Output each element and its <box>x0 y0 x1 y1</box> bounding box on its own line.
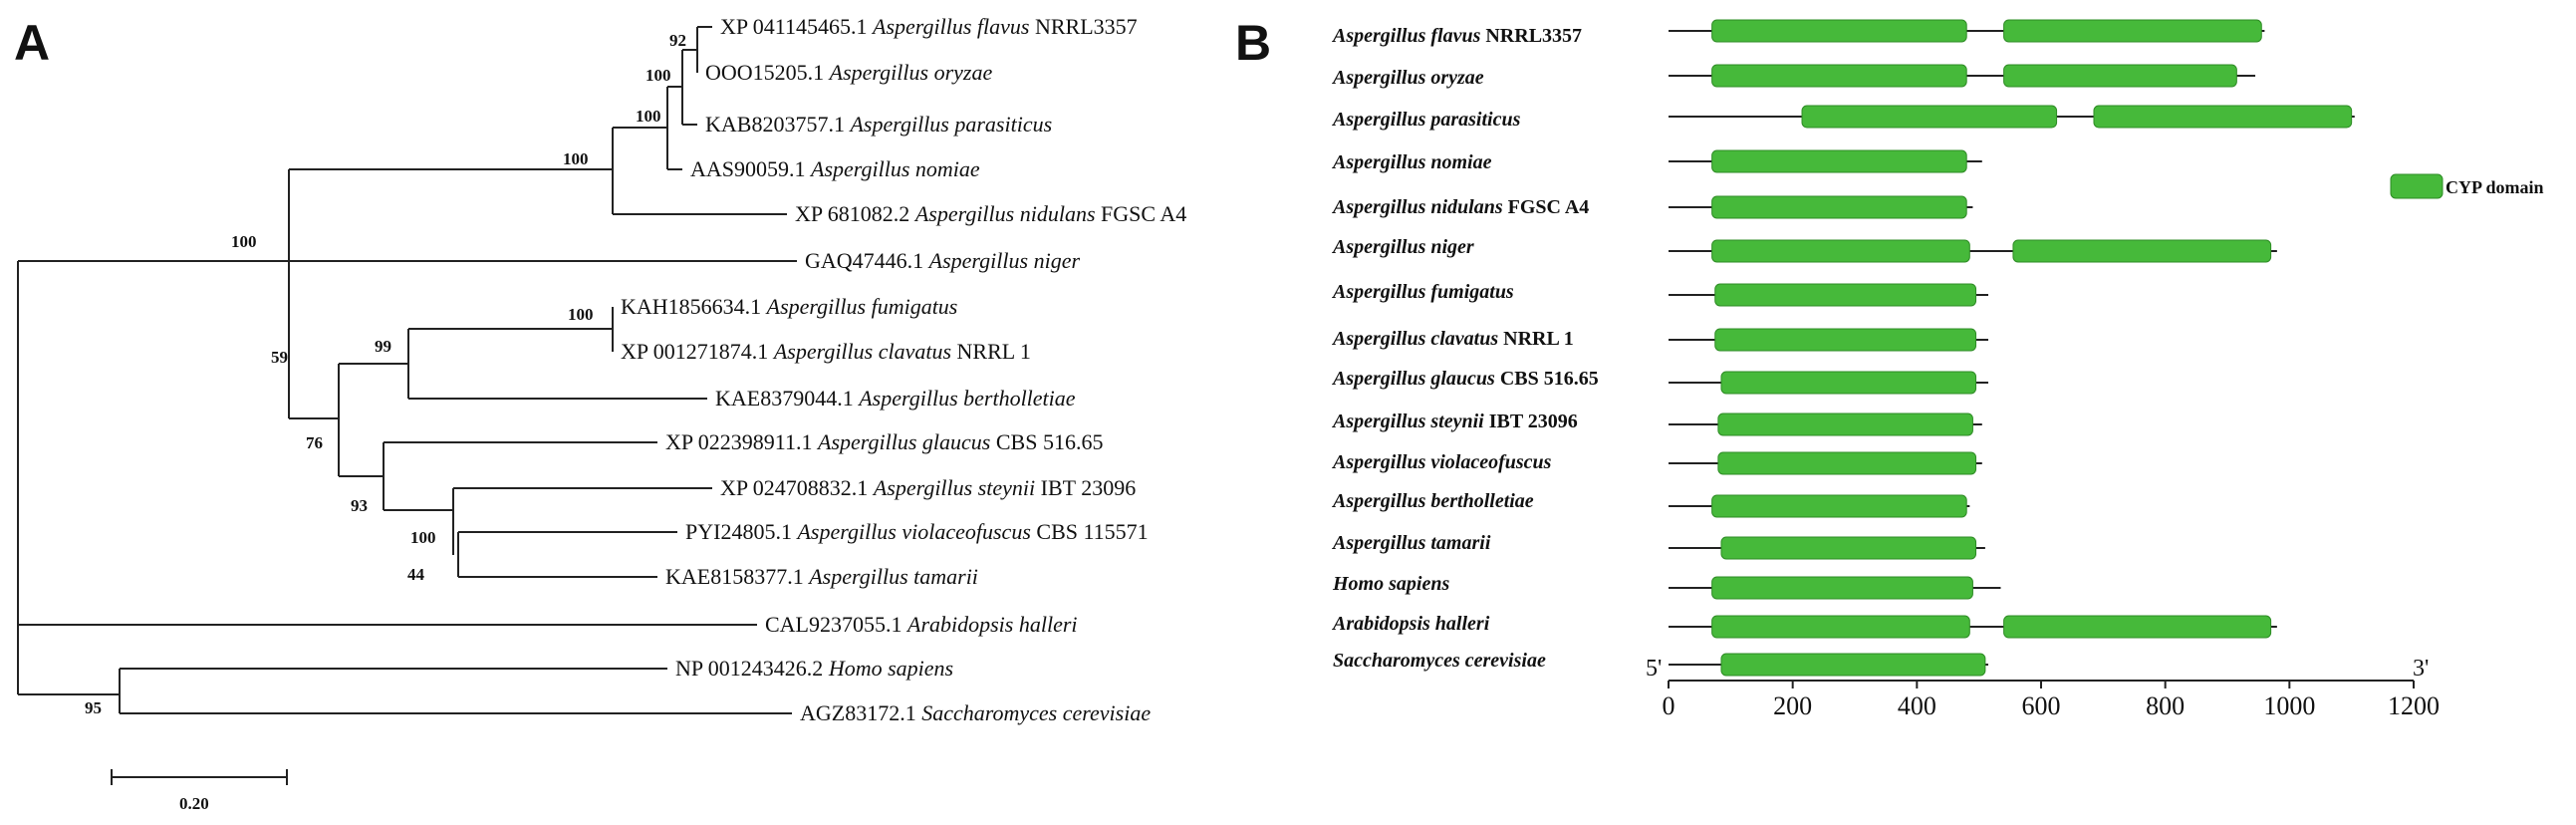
cyp-domain <box>2094 106 2352 128</box>
protein-species: Aspergillus parasiticus <box>1333 109 1521 131</box>
leaf-species: Aspergillus clavatus <box>773 339 952 364</box>
leaf-strain: CBS 516.65 <box>990 429 1104 454</box>
protein-species: Aspergillus nomiae <box>1333 151 1492 173</box>
cyp-domain <box>1715 329 1976 351</box>
cyp-domain <box>1712 577 1973 599</box>
bootstrap-value: 93 <box>351 496 368 515</box>
cyp-domain <box>1721 654 1985 676</box>
leaf-strain: FGSC A4 <box>1095 201 1187 226</box>
leaf-label <box>621 294 957 319</box>
leaf-label <box>705 60 992 85</box>
leaf-accession: AAS90059.1 <box>690 156 812 181</box>
leaf-species: Aspergillus steynii <box>873 475 1036 500</box>
leaf-species: Saccharomyces cerevisiae <box>921 700 1152 725</box>
leaf-strain: IBT 23096 <box>1035 475 1137 500</box>
leaf-species: Aspergillus nidulans <box>914 201 1096 226</box>
panel-b-label: B <box>1235 15 1272 71</box>
protein-species: Aspergillus oryzae <box>1333 67 1484 89</box>
panel-a-label: A <box>14 15 51 71</box>
protein-label <box>1331 236 1474 258</box>
leaf-accession: XP 024708832.1 <box>720 475 874 500</box>
leaf-accession: GAQ47446.1 <box>805 248 929 273</box>
protein-species: Aspergillus flavus <box>1333 25 1481 47</box>
leaf-accession: KAB8203757.1 <box>705 112 851 137</box>
leaf-label <box>621 339 1031 364</box>
protein-label <box>1331 451 1552 473</box>
protein-species: Aspergillus clavatus <box>1333 328 1499 350</box>
bootstrap-value: 99 <box>375 337 391 356</box>
protein-species: Aspergillus tamarii <box>1333 532 1491 554</box>
protein-label <box>1333 650 1546 672</box>
leaf-label <box>765 612 1078 637</box>
leaf-species: Aspergillus glaucus <box>818 429 991 454</box>
leaf-label <box>690 156 980 181</box>
cyp-domain <box>1721 372 1976 394</box>
leaf-accession: XP 681082.2 <box>795 201 915 226</box>
leaf-label <box>685 519 1149 544</box>
cyp-domain <box>1802 106 2057 128</box>
protein-label <box>1331 613 1490 635</box>
leaf-species: Aspergillus tamarii <box>809 564 978 589</box>
cyp-domain <box>1712 150 1967 172</box>
leaf-strain: NRRL3357 <box>1029 14 1138 39</box>
x-tick-label: 200 <box>1773 691 1813 720</box>
leaf-accession: AGZ83172.1 <box>800 700 922 725</box>
bootstrap-value: 59 <box>271 348 288 367</box>
x-tick-label: 1200 <box>2388 691 2440 720</box>
leaf-species: Aspergillus nomiae <box>811 156 980 181</box>
leaf-accession: CAL9237055.1 <box>765 612 907 637</box>
cyp-domain <box>1712 65 1967 87</box>
leaf-species: Aspergillus oryzae <box>829 60 993 85</box>
x-tick-label: 1000 <box>2263 691 2316 720</box>
cyp-domain <box>1712 20 1967 42</box>
leaf-accession: XP 041145465.1 <box>720 14 873 39</box>
x-tick-label: 600 <box>2021 691 2061 720</box>
leaf-accession: PYI24805.1 <box>685 519 798 544</box>
cyp-domain <box>2013 240 2271 262</box>
protein-species: Arabidopsis halleri <box>1333 613 1490 635</box>
cyp-domain <box>1712 240 1970 262</box>
protein-species: Aspergillus nidulans <box>1333 196 1503 218</box>
bootstrap-value: 100 <box>568 305 594 324</box>
bootstrap-value: 100 <box>231 232 257 251</box>
protein-label <box>1331 109 1521 131</box>
leaf-label <box>705 112 1052 137</box>
protein-species: Aspergillus bertholletiae <box>1333 490 1534 512</box>
leaf-label <box>795 201 1186 226</box>
leaf-accession: NP 001243426.2 <box>675 656 829 681</box>
x-tick-label: 400 <box>1897 691 1936 720</box>
cyp-domain <box>1712 616 1970 638</box>
scale-bar-label: 0.20 <box>179 794 209 813</box>
protein-label <box>1331 151 1492 173</box>
x-tick-label: 800 <box>2146 691 2186 720</box>
protein-label <box>1331 411 1578 432</box>
bootstrap-value: 44 <box>407 565 424 584</box>
leaf-label <box>675 656 953 681</box>
protein-species: Saccharomyces cerevisiae <box>1333 650 1546 672</box>
bootstrap-value: 100 <box>410 528 436 547</box>
cyp-domain <box>1715 284 1976 306</box>
protein-species: Aspergillus glaucus <box>1333 368 1495 390</box>
cyp-domain <box>1721 537 1976 559</box>
protein-strain: NRRL 1 <box>1498 328 1574 350</box>
leaf-label <box>720 475 1136 500</box>
protein-label <box>1331 196 1589 218</box>
protein-strain: CBS 516.65 <box>1494 368 1599 390</box>
protein-label <box>1331 281 1514 303</box>
protein-label <box>1331 490 1534 512</box>
leaf-species: Homo sapiens <box>828 656 954 681</box>
cyp-domain <box>2004 616 2271 638</box>
leaf-species: Aspergillus violaceofuscus <box>797 519 1031 544</box>
leaf-species: Aspergillus niger <box>928 248 1081 273</box>
cyp-domain <box>1718 452 1976 474</box>
leaf-accession: KAE8379044.1 <box>715 386 860 411</box>
x-tick-label: 0 <box>1662 691 1675 720</box>
cyp-domain <box>1712 495 1967 517</box>
cyp-domain <box>2004 65 2237 87</box>
protein-label <box>1331 328 1574 350</box>
protein-species: Aspergillus fumigatus <box>1333 281 1514 303</box>
leaf-strain: CBS 115571 <box>1030 519 1149 544</box>
protein-label <box>1331 532 1491 554</box>
bootstrap-value: 100 <box>636 107 661 126</box>
leaf-accession: XP 022398911.1 <box>665 429 818 454</box>
protein-label <box>1331 67 1484 89</box>
phylogenetic-tree <box>18 14 1186 813</box>
leaf-accession: KAH1856634.1 <box>621 294 767 319</box>
protein-species: Aspergillus steynii <box>1333 411 1484 432</box>
leaf-label <box>715 386 1076 411</box>
leaf-label <box>665 429 1103 454</box>
protein-label <box>1331 368 1599 390</box>
cyp-domain <box>1712 196 1967 218</box>
bootstrap-value: 100 <box>645 66 671 85</box>
leaf-accession: OOO15205.1 <box>705 60 830 85</box>
protein-label <box>1331 25 1582 47</box>
protein-species: Aspergillus violaceofuscus <box>1333 451 1552 473</box>
cyp-domain <box>2004 20 2262 42</box>
leaf-label <box>805 248 1080 273</box>
protein-strain: FGSC A4 <box>1502 196 1590 218</box>
leaf-strain: NRRL 1 <box>951 339 1031 364</box>
protein-strain: IBT 23096 <box>1483 411 1578 432</box>
leaf-accession: KAE8158377.1 <box>665 564 810 589</box>
leaf-species: Aspergillus parasiticus <box>850 112 1053 137</box>
leaf-species: Arabidopsis halleri <box>907 612 1078 637</box>
legend-swatch <box>2391 174 2443 198</box>
three-prime-label: 3' <box>2413 656 2430 682</box>
leaf-species: Aspergillus fumigatus <box>766 294 958 319</box>
five-prime-label: 5' <box>1646 656 1663 682</box>
protein-strain: NRRL3357 <box>1480 25 1583 47</box>
bootstrap-value: 95 <box>85 698 102 717</box>
protein-species: Aspergillus niger <box>1333 236 1474 258</box>
leaf-accession: XP 001271874.1 <box>621 339 774 364</box>
leaf-label <box>720 14 1138 39</box>
domain-architecture-plot <box>1331 20 2544 720</box>
leaf-label <box>665 564 978 589</box>
bootstrap-value: 100 <box>563 149 589 168</box>
protein-species: Homo sapiens <box>1333 573 1450 595</box>
bootstrap-value: 76 <box>306 433 323 452</box>
protein-label <box>1332 573 1449 595</box>
leaf-species: Aspergillus flavus <box>873 14 1030 39</box>
bootstrap-value: 92 <box>669 31 686 50</box>
cyp-domain <box>1718 413 1973 435</box>
legend-label: CYP domain <box>2446 177 2544 197</box>
leaf-label <box>800 700 1151 725</box>
leaf-species: Aspergillus bertholletiae <box>859 386 1076 411</box>
